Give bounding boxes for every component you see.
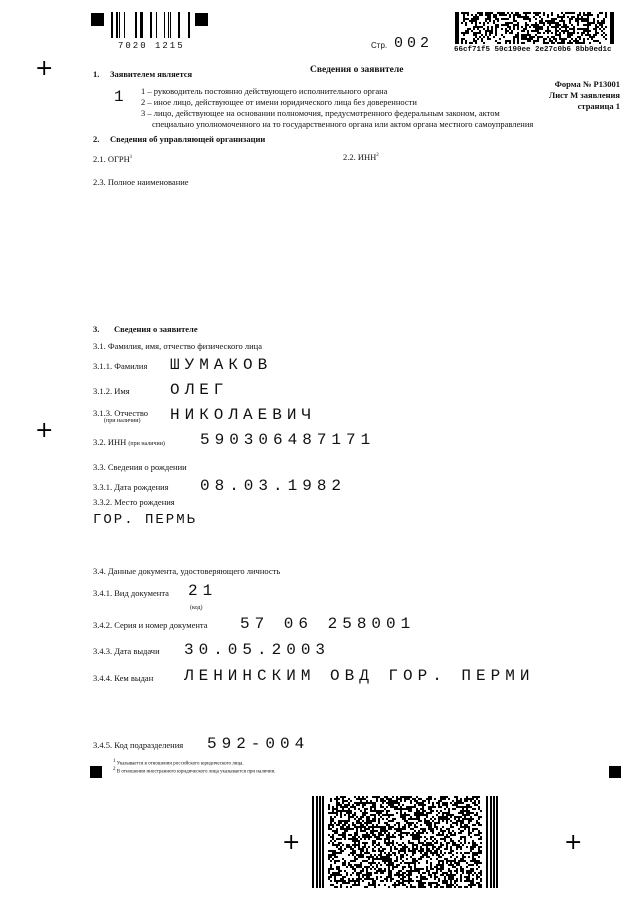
sheet-title: Сведения о заявителе bbox=[310, 65, 404, 75]
first-name-value: ОЛЕГ bbox=[170, 381, 229, 399]
applicant-option-3-cont: специально уполномоченного на то государственного органа или актом органа местного самоуправления bbox=[152, 119, 534, 129]
document-series-label: 3.4.2. Серия и номер документа bbox=[93, 620, 208, 630]
patronymic-value: НИКОЛАЕВИЧ bbox=[170, 406, 317, 424]
document-type-label: 3.4.1. Вид документа bbox=[93, 588, 169, 598]
matrix-code-top bbox=[455, 12, 614, 44]
applicant-option-3: 3 – лицо, действующее на основании полномочия, предусмотренного федеральным законом, актом bbox=[141, 108, 500, 118]
page-label: Стр. bbox=[371, 41, 388, 50]
issue-date-value: 30.05.2003 bbox=[184, 641, 331, 659]
document-series-value: 57 06 258001 bbox=[240, 615, 416, 633]
document-type-note: (код) bbox=[190, 605, 203, 611]
section-3-title: Сведения о заявителе bbox=[114, 324, 198, 334]
birth-place-value: ГОР. ПЕРМЬ bbox=[93, 512, 198, 528]
issued-by-value: ЛЕНИНСКИМ ОВД ГОР. ПЕРМИ bbox=[184, 667, 535, 685]
footnote-2: 2 В отношении иностранного юридического лица указывается при наличии. bbox=[113, 767, 276, 775]
patronymic-note: (при наличии) bbox=[104, 418, 141, 424]
section-1-title: Заявителем является bbox=[110, 69, 193, 79]
section-2-number: 2. bbox=[93, 134, 100, 144]
crosshair-icon-left-middle: + bbox=[35, 418, 54, 443]
full-name-label: 2.3. Полное наименование bbox=[93, 177, 189, 187]
applicant-type-value: 1 bbox=[114, 88, 124, 106]
registration-mark-top-left bbox=[91, 13, 104, 26]
surname-label: 3.1.1. Фамилия bbox=[93, 361, 148, 371]
division-code-label: 3.4.5. Код подразделения bbox=[93, 740, 184, 750]
form-number: Форма № Р13001 bbox=[554, 79, 620, 89]
document-type-value: 21 bbox=[188, 582, 218, 600]
registration-mark-bottom-right bbox=[609, 766, 621, 778]
birth-date-label: 3.3.1. Дата рождения bbox=[93, 482, 169, 492]
pdf417-barcode bbox=[312, 796, 498, 888]
sheet-page: страница 1 bbox=[577, 101, 620, 111]
inn-value: 590306487171 bbox=[200, 431, 376, 449]
sheet-name: Лист М заявления bbox=[548, 90, 620, 100]
first-name-label: 3.1.2. Имя bbox=[93, 386, 130, 396]
birth-info-label: 3.3. Сведения о рождении bbox=[93, 462, 187, 472]
applicant-option-1: 1 – руководитель постоянно действующего исполнительного органа bbox=[141, 86, 388, 96]
ogrn-label: 2.1. ОГРН$^1$ bbox=[93, 154, 133, 164]
crosshair-icon-bottom-right: + bbox=[564, 830, 583, 855]
surname-value: ШУМАКОВ bbox=[170, 356, 273, 374]
birth-place-label: 3.3.2. Место рождения bbox=[93, 497, 175, 507]
applicant-option-2: 2 – иное лицо, действующее от имени юридического лица без доверенности bbox=[141, 97, 417, 107]
fio-label: 3.1. Фамилия, имя, отчество физического лица bbox=[93, 341, 262, 351]
division-code-value: 592-004 bbox=[207, 735, 310, 753]
registration-mark-bottom-left bbox=[90, 766, 102, 778]
birth-date-value: 08.03.1982 bbox=[200, 477, 347, 495]
linear-barcode bbox=[111, 12, 191, 38]
crosshair-icon-left-top: + bbox=[35, 56, 54, 81]
barcode-number: 7020 1215 bbox=[118, 41, 185, 51]
section-3-number: 3. bbox=[93, 324, 100, 334]
issue-date-label: 3.4.3. Дата выдачи bbox=[93, 646, 160, 656]
issued-by-label: 3.4.4. Кем выдан bbox=[93, 673, 154, 683]
inn-label: 3.2. ИНН (при наличии) bbox=[93, 437, 165, 447]
identity-document-label: 3.4. Данные документа, удостоверяющего личность bbox=[93, 566, 281, 576]
section-1-number: 1. bbox=[93, 69, 100, 79]
section-2-title: Сведения об управляющей организации bbox=[110, 134, 266, 144]
patronymic-label: 3.1.3. Отчество bbox=[93, 408, 149, 418]
footnote-1: 1 Указывается в отношении российского юридического лица. bbox=[113, 759, 244, 767]
management-inn-label: 2.2. ИНН$^2$ bbox=[343, 152, 379, 162]
page-number: 002 bbox=[394, 35, 434, 52]
registration-mark-top-center bbox=[195, 13, 208, 26]
crosshair-icon-bottom-left: + bbox=[282, 830, 301, 855]
document-hash: 66cf71f5 50c190ee 2e27c0b6 8bb0ed1c bbox=[454, 46, 612, 54]
